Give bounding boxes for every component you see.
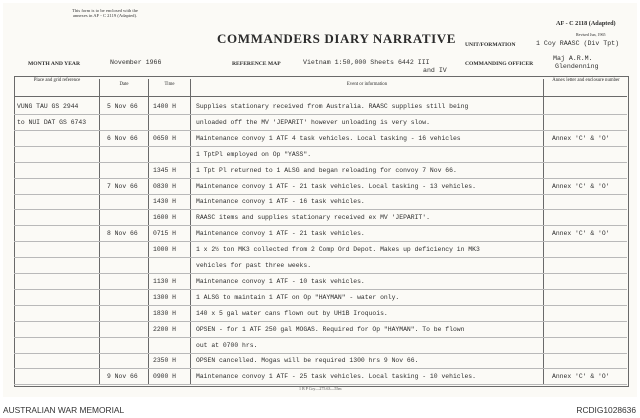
row-time: 0830 H [153, 182, 177, 190]
row-rule [14, 368, 627, 369]
row-time: 1830 H [153, 309, 177, 317]
col-divider [148, 79, 149, 385]
row-event: Maintenance convoy 1 ATF - 25 task vehicles. Local tasking - 10 vehicles. [196, 373, 476, 381]
form-number: AF - C 2118 (Adapted) [556, 20, 616, 27]
col-divider [190, 79, 191, 385]
row-event: Maintenance convoy 1 ATF - 10 task vehicles. [196, 277, 365, 285]
row-rule [14, 194, 627, 195]
row-time: 1345 H [153, 166, 177, 174]
row-rule [14, 225, 627, 226]
row-time: 1000 H [153, 246, 177, 254]
row-rule [14, 337, 627, 338]
page-title: COMMANDERS DIARY NARRATIVE [217, 31, 457, 46]
row-rule [14, 289, 627, 290]
record-id: RCDIG1028636 [576, 405, 636, 415]
map-value: Vietnam 1:50,000 Sheets 6442 III [303, 59, 430, 66]
row-annex: Annex 'C' & 'O' [552, 134, 610, 142]
row-time: 0715 H [153, 230, 177, 238]
row-rule [14, 321, 627, 322]
diary-page [3, 3, 637, 397]
enclosure-note: This form is to be enclosed with the annexes in AF - C 2119 (Adapted). [72, 8, 138, 19]
row-rule [14, 209, 627, 210]
unit-label: UNIT/FORMATION [465, 42, 516, 48]
row-rule [14, 162, 627, 163]
col-divider [543, 79, 544, 385]
archive-name: AUSTRALIAN WAR MEMORIAL [3, 405, 125, 415]
row-rule [14, 130, 627, 131]
row-date: 9 Nov 66 [107, 373, 138, 381]
printer-note: 1 B P Coy—275.63—55m [299, 386, 342, 391]
row-event: out at 0700 hrs. [196, 341, 258, 349]
row-time: 1130 H [153, 277, 177, 285]
row-annex: Annex 'C' & 'O' [552, 230, 610, 238]
month-label: MONTH AND YEAR [28, 61, 81, 67]
row-time: 1600 H [153, 214, 177, 222]
row-event: 140 x 5 gal water cans flown out by UH1B Iroquois. [196, 309, 388, 317]
row-date: 6 Nov 66 [107, 134, 138, 142]
col-header-time: Time [164, 82, 175, 87]
row-event: OPSEN - for 1 ATF 250 gal MOGAS. Required for Op "HAYMAN". To be flown [196, 325, 465, 333]
row-event: 1 TptPl employed on Op "YASS". [196, 150, 312, 158]
row-time: 0900 H [153, 373, 177, 381]
row-event: 1 Tpt Pl returned to 1 ALSG and began reloading for convoy 7 Nov 66. [196, 166, 457, 174]
row-rule [14, 273, 627, 274]
row-rule [14, 146, 627, 147]
row-annex: Annex 'C' & 'O' [552, 182, 610, 190]
row-time: 2350 H [153, 357, 177, 365]
row-date: 5 Nov 66 [107, 103, 138, 110]
col-header-annex: Annex letter and enclosure number [552, 78, 620, 83]
row-event: Supplies stationary received from Australia. RAASC supplies still being [196, 103, 469, 110]
co-label: COMMANDING OFFICER [465, 61, 534, 67]
row-time: 0650 H [153, 134, 177, 142]
row-time: 1300 H [153, 293, 177, 301]
co-value: Maj A.R.M. [553, 55, 593, 62]
col-header-date: Date [119, 82, 129, 87]
row-place: VUNG TAU GS 2944 [17, 103, 79, 110]
revision-note: Revised Jun, 1965 [576, 32, 606, 37]
row-time: 1400 H [153, 103, 177, 110]
row-date: 7 Nov 66 [107, 182, 138, 190]
row-rule [14, 178, 627, 179]
co-value-cont: Glendenning [555, 63, 599, 70]
row-place: to NUI DAT GS 6743 [17, 118, 87, 126]
row-event: OPSEN cancelled. Mogas will be required 1300 hrs 9 Nov 66. [196, 357, 419, 365]
row-rule [14, 305, 627, 306]
row-annex: Annex 'C' & 'O' [552, 373, 610, 381]
row-event: Maintenance convoy 1 ATF - 21 task vehicles. [196, 230, 365, 238]
row-rule [14, 241, 627, 242]
month-value: November 1966 [110, 59, 162, 66]
col-divider [99, 79, 100, 385]
row-time: 2200 H [153, 325, 177, 333]
row-event: vehicles for past three weeks. [196, 262, 312, 269]
row-event: Maintenance convoy 1 ATF - 21 task vehicles. Local tasking - 13 vehicles. [196, 182, 476, 190]
archive-footer [0, 401, 640, 418]
row-rule [14, 257, 627, 258]
row-event: 1 x 2½ ton MK3 collected from 2 Comp Ord Depot. Makes up deficiency in MK3 [196, 246, 480, 254]
row-date: 8 Nov 66 [107, 230, 138, 238]
row-event: RAASC items and supplies stationary received ex MV 'JEPARIT'. [196, 214, 430, 222]
row-rule [14, 114, 627, 115]
col-header-event: Event or information [346, 82, 388, 87]
map-value-cont: and IV [423, 67, 447, 74]
row-event: 1 ALSG to maintain 1 ATF on Op "HAYMAN" - water only. [196, 293, 400, 301]
row-event: Maintenance convoy 1 ATF 4 task vehicles. Local tasking - 16 vehicles [196, 134, 461, 142]
header-rule [14, 96, 627, 97]
row-event: unloaded off the MV 'JEPARIT' however unloading is very slow. [196, 118, 430, 126]
map-label: REFERENCE MAP [232, 61, 281, 67]
row-event: Maintenance convoy 1 ATF - 16 task vehicles. [196, 198, 365, 206]
unit-value: 1 Coy RAASC (Div Tpt) [536, 40, 620, 47]
row-time: 1430 H [153, 198, 177, 206]
col-header-place: Place and grid reference [33, 78, 81, 83]
row-rule [14, 353, 627, 354]
